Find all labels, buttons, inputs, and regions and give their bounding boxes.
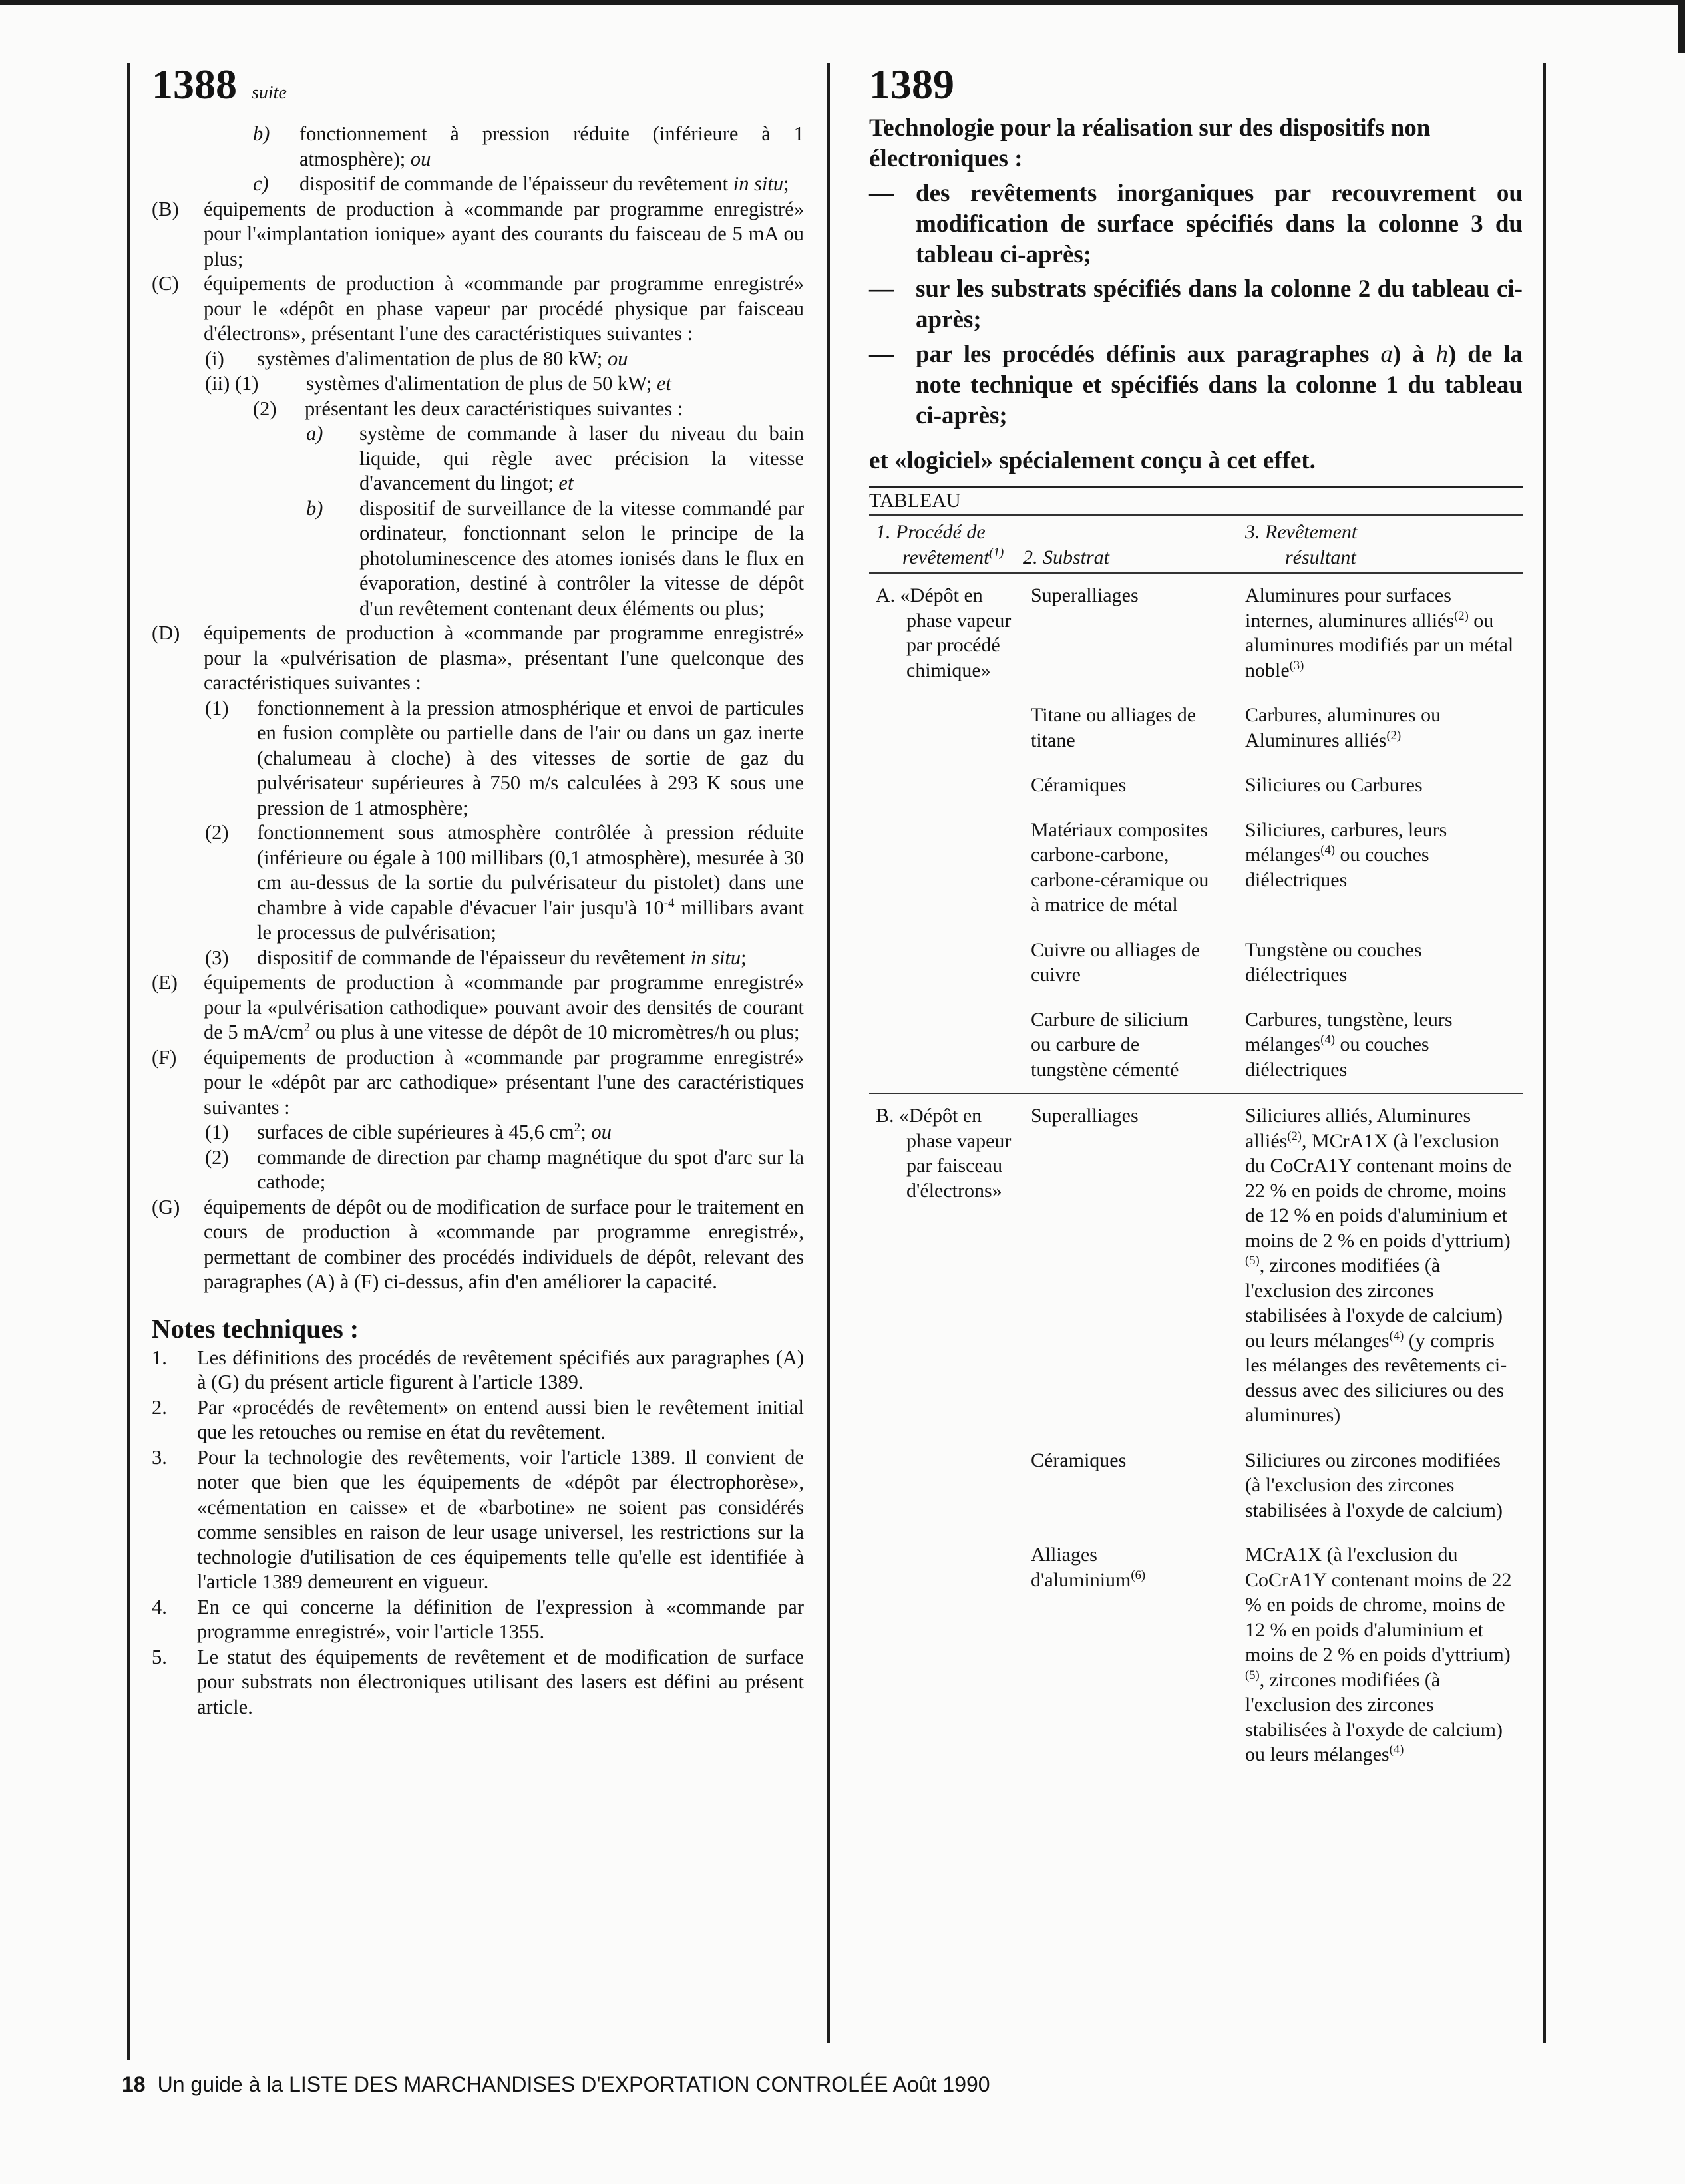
cell-substrate: Superalliages: [1031, 1105, 1139, 1127]
page-right-edge: [1678, 0, 1685, 53]
item-marker: (2): [205, 821, 229, 844]
item-marker: c): [253, 172, 269, 195]
table-body: [869, 573, 1523, 1778]
item-text: dispositif de commande de l'épaisseur du revêtement in situ;: [257, 946, 747, 969]
item-marker: (D): [152, 622, 180, 644]
item-marker: (1): [205, 696, 229, 719]
cell-process: [869, 763, 1019, 809]
item-text: équipements de dépôt ou de modification de surface pour le traitement en cours de production à «commande par programme enregistré», permettant de combiner des procédés individuels de dépôt, relevant des paragraphes (A) à (F) ci-dessus, afin d'en améliorer la capacité.: [204, 1195, 804, 1293]
item-text: dispositif de surveillance de la vitesse commandé par ordinateur, fonctionnant selon le principe de la photoluminescence des atomes ionisés dans le flux en évaporation, destiné à contrôler la vitesse de dépôt d'un revêtement contenant deux éléments ou plus;: [359, 496, 804, 620]
dash-item: [869, 178, 1523, 270]
note-marker: 1.: [152, 1346, 167, 1369]
cell-substrate: Céramiques: [1031, 1449, 1127, 1471]
note-1: [152, 1346, 804, 1395]
table-row: [869, 1439, 1523, 1534]
article-1388-items: [152, 122, 804, 1295]
item-text: équipements de production à «commande par programme enregistré» pour le «dépôt en phase vapeur par procédé physique par faisceau d'électrons», présentant l'une des caractéristiques suivantes :: [204, 272, 804, 345]
note-text: Les définitions des procédés de revêtement spécifiés aux paragraphes (A) à (G) du présent article figurent à l'article 1389.: [197, 1346, 804, 1393]
cell-substrate: Céramiques: [1031, 774, 1127, 796]
cell-process: [869, 693, 1019, 763]
cell-process: [869, 1533, 1019, 1778]
cell-coating: Aluminures pour surfaces internes, aluminures alliés$^{(2)}$ ou aluminures modifiés par un métal noble$^{(3)}$: [1245, 584, 1514, 681]
cell-coating: Siliciures ou Carbures: [1245, 774, 1423, 796]
cell-substrate: Matériaux composites carbone-carbone, carbone-céramique ou à matrice de métal: [1031, 819, 1209, 916]
note-text: Par «procédés de revêtement» on entend aussi bien le revêtement initial que les retouches ou remise en état du revêtement.: [197, 1395, 804, 1443]
item-marker: (i): [205, 347, 224, 370]
item-17: [152, 1195, 804, 1295]
item-text: équipements de production à «commande par programme enregistré» pour l'«implantation ionique» ayant des courants du faisceau de 5 mA ou plus;: [204, 197, 804, 270]
note-text: Le statut des équipements de revêtement et de modification de surface pour substrats non électroniques utilisant des lasers est défini au présent article.: [197, 1645, 804, 1718]
item-text: équipements de production à «commande par programme enregistré» pour la «pulvérisation cathodique» pouvant avoir des densités de courant de 5 $mA/cm^2$ ou plus à une vitesse de dépôt de 10 micromètres/h ou plus;: [204, 971, 804, 1043]
note-text: Pour la technologie des revêtements, voir l'article 1389. Il convient de noter que bien que les équipements de «dépôt par électrophorèse», «cémentation en caisse» et de «barbotine» ne soient pas considérés comme sensibles en raison de leur usage universel, les restrictions sur la technologie d'utilisation de ces équipements telle qu'elle est identifiée à l'article 1389 demeurent en vigueur.: [197, 1445, 804, 1593]
table-row: [869, 998, 1523, 1094]
left-margin-rule: [127, 63, 130, 2060]
cell-coating: Carbures, tungstène, leurs mélanges$^{(4)}$ ou couches diélectriques: [1245, 1008, 1453, 1081]
item-15: [152, 1120, 804, 1145]
item-16: [152, 1145, 804, 1195]
item-marker: (B): [152, 197, 179, 220]
item-4: [152, 347, 804, 372]
note-marker: 2.: [152, 1395, 167, 1419]
cell-process: [869, 809, 1019, 928]
item-marker: a): [306, 422, 323, 445]
dash-marker: —: [869, 275, 894, 303]
cell-process: [869, 1439, 1019, 1534]
cell-substrate: Titane ou alliages de titane: [1031, 704, 1197, 751]
article-1389-heading: 1389: [869, 61, 954, 108]
item-text: systèmes d'alimentation de plus de 80 kW; ou: [257, 347, 628, 370]
cell-coating: Siliciures alliés, Aluminures alliés$^{(2)}$, MCrA1X (à l'exclusion du CoCrA1Y contenant moins de 22 % en poids de chrome, moins de 12 % en poids d'aluminium et moins de 2 % en poids d'yttrium)$^{(5)}$, zircones modifiées (à l'exclusion des zircones stabilisées à l'oxyde de calcium) ou leurs mélanges$^{(4)}$ (y compris les mélanges des revêtements ci-dessus avec des siliciures ou des aluminures): [1245, 1105, 1512, 1426]
col-header-coating: 3. Revêtement résultant: [1238, 515, 1523, 573]
col-header-process: 1. Procédé de revêtement$^{(1)}$: [869, 515, 1019, 573]
item-text: fonctionnement à pression réduite (inférieure à 1 atmosphère); ou: [299, 122, 804, 170]
table-header-row: [869, 515, 1523, 573]
dash-marker: —: [869, 180, 894, 207]
dash-text: des revêtements inorganiques par recouvrement ou modification de surface spécifiés dans la colonne 3 du tableau ci-après;: [916, 180, 1523, 268]
item-text: dispositif de commande de l'épaisseur du revêtement in situ;: [299, 172, 789, 195]
coating-table: [869, 514, 1523, 1778]
col-header-substrate: 2. Substrat: [1019, 515, 1238, 573]
note-text: En ce qui concerne la définition de l'expression à «commande par programme enregistré», voir l'article 1355.: [197, 1595, 804, 1643]
dash-text-3: par les procédés définis aux paragraphes a) à h) de la note technique et spécifiés dans la colonne 1 du tableau ci-après;: [916, 341, 1523, 429]
note-marker: 4.: [152, 1595, 167, 1618]
page-number: 18: [122, 2072, 146, 2096]
cell-substrate: Cuivre ou alliages de cuivre: [1031, 938, 1201, 986]
note-2: [152, 1395, 804, 1445]
item-1: [152, 172, 804, 197]
dash-item: [869, 274, 1523, 335]
technical-notes-list: [152, 1346, 804, 1720]
column-divider-rule: [827, 63, 830, 2043]
note-marker: 3.: [152, 1445, 167, 1469]
item-marker: (E): [152, 971, 178, 994]
item-5: [152, 371, 804, 397]
article-number: 1388: [152, 61, 237, 108]
item-marker: (1): [205, 1121, 229, 1143]
table-row: [869, 573, 1523, 693]
item-text: présentant les deux caractéristiques suivantes :: [305, 397, 683, 420]
item-13: [152, 970, 804, 1045]
table-row: [869, 1533, 1523, 1778]
article-suffix: suite: [252, 83, 287, 103]
item-marker: (3): [205, 946, 229, 969]
table-title: TABLEAU: [869, 490, 961, 512]
article-1389-intro: Technologie pour la réalisation sur des dispositifs non électroniques :: [869, 114, 1431, 172]
table-row: [869, 693, 1523, 763]
item-text: équipements de production à «commande par programme enregistré» pour le «dépôt par arc cathodique» présentant l'une des caractéristiques suivantes :: [204, 1045, 804, 1119]
item-2: [152, 197, 804, 272]
item-12: [152, 946, 804, 971]
note-4: [152, 1595, 804, 1645]
dash-item: [869, 339, 1523, 431]
item-text: système de commande à laser du niveau du bain liquide, qui règle avec précision la vitesse d'avancement du lingot; et: [359, 422, 804, 494]
cell-process: A. «Dépôt en phase vapeur par procédé chimique»: [876, 584, 1012, 681]
item-marker: b): [253, 122, 270, 145]
cell-substrate: Alliages d'aluminium$^{(6)}$: [1031, 1544, 1146, 1591]
table-row: [869, 763, 1523, 809]
item-10: [152, 696, 804, 821]
article-1388-column: [152, 61, 804, 1720]
cell-coating: Siliciures, carbures, leurs mélanges$^{(4)}$ ou couches diélectriques: [1245, 819, 1447, 891]
cell-process: [869, 998, 1019, 1094]
article-1389-column: [869, 61, 1523, 1778]
item-0: [152, 122, 804, 172]
item-text: fonctionnement à la pression atmosphérique et envoi de particules en fusion complète ou partielle dans de l'air ou dans un gaz inerte (chalumeau à cloche) à des vitesses de sortie de gaz du pulvérisateur supérieures à 750 m/s calculées à 293 K sous une pression de 1 atmosphère;: [257, 696, 804, 819]
item-marker: (2): [253, 397, 277, 420]
cell-substrate: Carbure de silicium ou carbure de tungstène cémenté: [1031, 1008, 1189, 1081]
item-11: [152, 820, 804, 946]
page-footer: [122, 2071, 990, 2097]
item-marker: (C): [152, 272, 179, 295]
cell-coating: Carbures, aluminures ou Aluminures alliés$^{(2)}$: [1245, 704, 1441, 751]
item-marker: (2): [205, 1145, 229, 1169]
notes-title: Notes techniques :: [152, 1313, 359, 1344]
dash-text: sur les substrats spécifiés dans la colonne 2 du tableau ci-après;: [916, 275, 1523, 333]
cell-process: B. «Dépôt en phase vapeur par faisceau d'électrons»: [876, 1105, 1012, 1202]
item-marker: (F): [152, 1045, 177, 1069]
software-clause: et «logiciel» spécialement conçu à cet effet.: [869, 447, 1316, 474]
item-text: fonctionnement sous atmosphère contrôlée à pression réduite (inférieure ou égale à 100 millibars (0,1 atmosphère), mesurée à 30 cm au-dessus de la sortie du pulvérisateur du pistolet) dans une chambre à vide capable d'évacuer l'air jusqu'à $10^{-4}$ millibars avant le processus de pulvérisation;: [257, 821, 804, 944]
item-6: [152, 397, 804, 422]
cell-process: [869, 928, 1019, 998]
item-marker: (G): [152, 1195, 180, 1218]
table-row: [869, 809, 1523, 928]
table-row: [869, 928, 1523, 998]
table-row: [869, 1093, 1523, 1439]
item-text: systèmes d'alimentation de plus de 50 kW; et: [306, 372, 672, 395]
cell-coating: Siliciures ou zircones modifiées (à l'exclusion des zircones stabilisées à l'oxyde de calcium): [1245, 1449, 1503, 1521]
item-text: commande de direction par champ magnétique du spot d'arc sur la cathode;: [257, 1145, 804, 1193]
item-marker: b): [306, 496, 323, 520]
cell-coating: MCrA1X (à l'exclusion du CoCrA1Y contenant moins de 22 % en poids de chrome, moins de 12 % en poids d'aluminium et moins de 2 % en poids d'yttrium)$^{(5)}$, zircones modifiées (à l'exclusion des zircones stabilisées à l'oxyde de calcium) ou leurs mélanges$^{(4)}$: [1245, 1544, 1512, 1765]
cell-substrate: Superalliages: [1031, 584, 1139, 606]
item-8: [152, 496, 804, 622]
page-top-edge: [0, 0, 1685, 5]
item-marker: (ii) (1): [205, 372, 259, 395]
note-3: [152, 1445, 804, 1595]
note-marker: 5.: [152, 1645, 167, 1668]
note-5: [152, 1645, 804, 1720]
item-14: [152, 1045, 804, 1121]
dash-marker: —: [869, 341, 894, 368]
right-margin-rule: [1543, 63, 1546, 2043]
footer-text: Un guide à la LISTE DES MARCHANDISES D'EXPORTATION CONTROLÉE Août 1990: [157, 2072, 990, 2096]
item-9: [152, 621, 804, 696]
item-text: surfaces de cible supérieures à 45,6 $cm^2$; ou: [257, 1120, 612, 1143]
cell-coating: Tungstène ou couches diélectriques: [1245, 938, 1422, 986]
item-7: [152, 421, 804, 496]
article-1388-heading: [152, 61, 804, 116]
item-text: équipements de production à «commande par programme enregistré» pour la «pulvérisation de plasma», présentant l'une quelconque des caractéristiques suivantes :: [204, 622, 804, 694]
item-3: [152, 272, 804, 347]
